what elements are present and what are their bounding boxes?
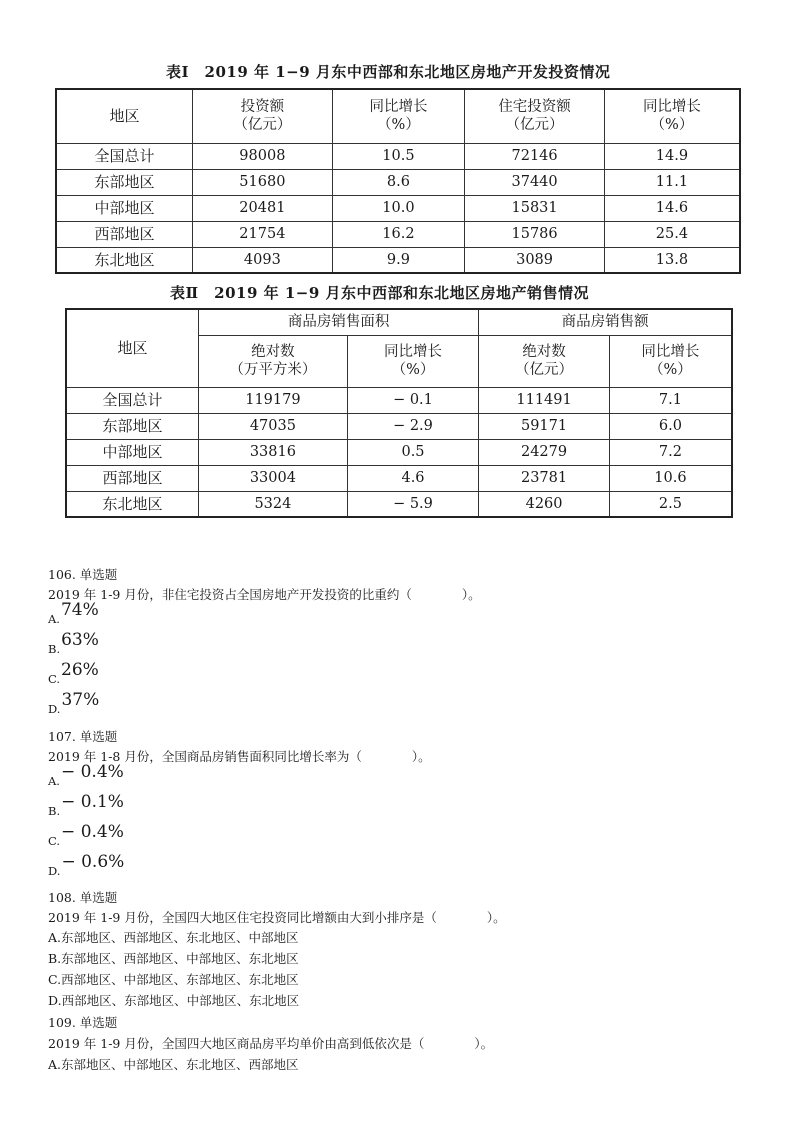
table1-caption: 表Ⅰ 2019 年 1−9 月东中西部和东北地区房地产开发投资情况 <box>166 63 611 81</box>
table1-cell: 东北地区 <box>56 247 193 273</box>
table1-cell: 21754 <box>193 221 333 247</box>
table-row <box>66 439 732 465</box>
table2 <box>65 308 733 518</box>
table2-cell: 7.2 <box>609 439 732 465</box>
option-value: − 0.6% <box>61 852 125 872</box>
option-value: − 0.1% <box>61 792 124 812</box>
table1-cell: 9.9 <box>332 247 465 273</box>
table-row <box>56 195 740 221</box>
question-106-text: 2019 年 1-9 月份，非住宅投资占全国房地产开发投资的比重约（ ）。 <box>48 587 481 602</box>
table2-cell: 5324 <box>199 491 348 517</box>
table2-cell: 59171 <box>479 413 610 439</box>
table1-cell: 20481 <box>193 195 333 221</box>
option-key: C. <box>48 834 61 848</box>
table2-cell: 全国总计 <box>66 387 199 413</box>
table1-header-row <box>56 89 740 143</box>
option-key: A. <box>48 774 60 788</box>
table2-cell: 111491 <box>479 387 610 413</box>
option-value: 东部地区、中部地区、东北地区、西部地区 <box>61 1057 299 1072</box>
option-value: − 0.4% <box>60 762 124 782</box>
question-109-option-a[interactable] <box>48 1056 299 1073</box>
question-106-option-c[interactable] <box>48 660 99 688</box>
question-106-option-d[interactable] <box>48 690 100 718</box>
table1-cell: 13.8 <box>604 247 740 273</box>
table-row <box>56 247 740 273</box>
table1-cell: 15786 <box>465 221 605 247</box>
table2-header-area-absolute: 绝对数 （万平方米） <box>199 335 348 387</box>
table-row <box>66 387 732 413</box>
table1-cell: 3089 <box>465 247 605 273</box>
table2-cell: 33816 <box>199 439 348 465</box>
table1-cell: 中部地区 <box>56 195 193 221</box>
table2-cell: 西部地区 <box>66 465 199 491</box>
table1-cell: 8.6 <box>332 169 465 195</box>
option-key: A. <box>48 930 62 945</box>
option-key: D. <box>48 993 62 1008</box>
table2-cell: 47035 <box>199 413 348 439</box>
table2-cell: 7.1 <box>609 387 732 413</box>
table2-cell: 23781 <box>479 465 610 491</box>
table2-cell: 0.5 <box>347 439 479 465</box>
question-108-option-d[interactable] <box>48 992 299 1009</box>
table1-cell: 西部地区 <box>56 221 193 247</box>
table2-cell: − 0.1 <box>347 387 479 413</box>
table1-cell: 98008 <box>193 143 333 169</box>
question-106-option-b[interactable] <box>48 630 99 658</box>
question-108-number: 108. 单选题 <box>48 890 118 905</box>
question-108-option-a[interactable] <box>48 929 299 946</box>
option-key: A. <box>48 612 60 626</box>
table2-cell: 10.6 <box>609 465 732 491</box>
question-108-option-b[interactable] <box>48 950 299 967</box>
question-109-text: 2019 年 1-9 月份，全国四大地区商品房平均单价由高到低依次是（ ）。 <box>48 1036 494 1051</box>
question-107-option-a[interactable] <box>48 762 124 790</box>
table1-header-investment: 投资额 （亿元） <box>193 89 333 143</box>
table1-header-investment-growth: 同比增长 （%） <box>332 89 465 143</box>
option-value: 63% <box>61 630 99 650</box>
table2-cell: − 5.9 <box>347 491 479 517</box>
table2-group-header-row <box>66 309 732 335</box>
table1-cell: 10.0 <box>332 195 465 221</box>
table2-cell: 119179 <box>199 387 348 413</box>
table2-cell: 33004 <box>199 465 348 491</box>
question-107-text: 2019 年 1-8 月份，全国商品房销售面积同比增长率为（ ）。 <box>48 749 431 764</box>
table1-cell: 15831 <box>465 195 605 221</box>
table-row <box>66 465 732 491</box>
table2-cell: 24279 <box>479 439 610 465</box>
table1-cell: 14.6 <box>604 195 740 221</box>
table1 <box>55 88 741 274</box>
table1-cell: 37440 <box>465 169 605 195</box>
option-key: C. <box>48 672 61 686</box>
option-value: 37% <box>61 690 100 710</box>
table2-header-sales-amount: 商品房销售额 <box>479 309 732 335</box>
option-value: 26% <box>61 660 99 680</box>
table2-cell: 6.0 <box>609 413 732 439</box>
option-value: 西部地区、中部地区、东部地区、东北地区 <box>61 972 299 987</box>
table-row <box>56 221 740 247</box>
table2-header-amount-absolute: 绝对数 （亿元） <box>479 335 610 387</box>
table2-header-sales-area: 商品房销售面积 <box>199 309 479 335</box>
table1-cell: 全国总计 <box>56 143 193 169</box>
table1-cell: 4093 <box>193 247 333 273</box>
option-key: D. <box>48 702 61 716</box>
option-value: 74% <box>60 600 99 620</box>
table1-header-region: 地区 <box>56 89 193 143</box>
question-107-number: 107. 单选题 <box>48 729 118 744</box>
option-key: B. <box>48 951 62 966</box>
question-108-option-c[interactable] <box>48 971 299 988</box>
table2-cell: 4260 <box>479 491 610 517</box>
table2-caption: 表Ⅱ 2019 年 1−9 月东中西部和东北地区房地产销售情况 <box>170 284 590 302</box>
table1-cell: 16.2 <box>332 221 465 247</box>
option-value: 西部地区、东部地区、中部地区、东北地区 <box>61 993 300 1008</box>
table1-cell: 10.5 <box>332 143 465 169</box>
table1-cell: 14.9 <box>604 143 740 169</box>
option-key: D. <box>48 864 61 878</box>
table-row <box>66 491 732 517</box>
table2-cell: 中部地区 <box>66 439 199 465</box>
table1-cell: 51680 <box>193 169 333 195</box>
table-row <box>66 413 732 439</box>
option-key: B. <box>48 642 61 656</box>
table2-header-area-growth: 同比增长 （%） <box>347 335 479 387</box>
table1-cell: 25.4 <box>604 221 740 247</box>
question-108-text: 2019 年 1-9 月份，全国四大地区住宅投资同比增额由大到小排序是（ ）。 <box>48 910 506 925</box>
table2-cell: 4.6 <box>347 465 479 491</box>
table2-header-region: 地区 <box>66 309 199 387</box>
option-value: − 0.4% <box>61 822 124 842</box>
table1-cell: 东部地区 <box>56 169 193 195</box>
question-107-option-d[interactable] <box>48 852 125 880</box>
option-value: 东部地区、西部地区、东北地区、中部地区 <box>61 930 299 945</box>
table2-header-amount-growth: 同比增长 （%） <box>609 335 732 387</box>
option-key: A. <box>48 1057 62 1072</box>
table2-cell: − 2.9 <box>347 413 479 439</box>
table2-cell: 东部地区 <box>66 413 199 439</box>
question-106-option-a[interactable] <box>48 600 99 628</box>
question-107-option-b[interactable] <box>48 792 124 820</box>
option-key: B. <box>48 804 61 818</box>
question-106-number: 106. 单选题 <box>48 567 118 582</box>
table2-cell: 2.5 <box>609 491 732 517</box>
table-row <box>56 169 740 195</box>
table1-cell: 72146 <box>465 143 605 169</box>
option-value: 东部地区、西部地区、中部地区、东北地区 <box>61 951 299 966</box>
table-row <box>56 143 740 169</box>
table1-cell: 11.1 <box>604 169 740 195</box>
question-107-option-c[interactable] <box>48 822 124 850</box>
option-key: C. <box>48 972 62 987</box>
table1-header-residential-growth: 同比增长 （%） <box>604 89 740 143</box>
table2-cell: 东北地区 <box>66 491 199 517</box>
table1-header-residential-investment: 住宅投资额 （亿元） <box>465 89 605 143</box>
question-109-number: 109. 单选题 <box>48 1015 118 1030</box>
